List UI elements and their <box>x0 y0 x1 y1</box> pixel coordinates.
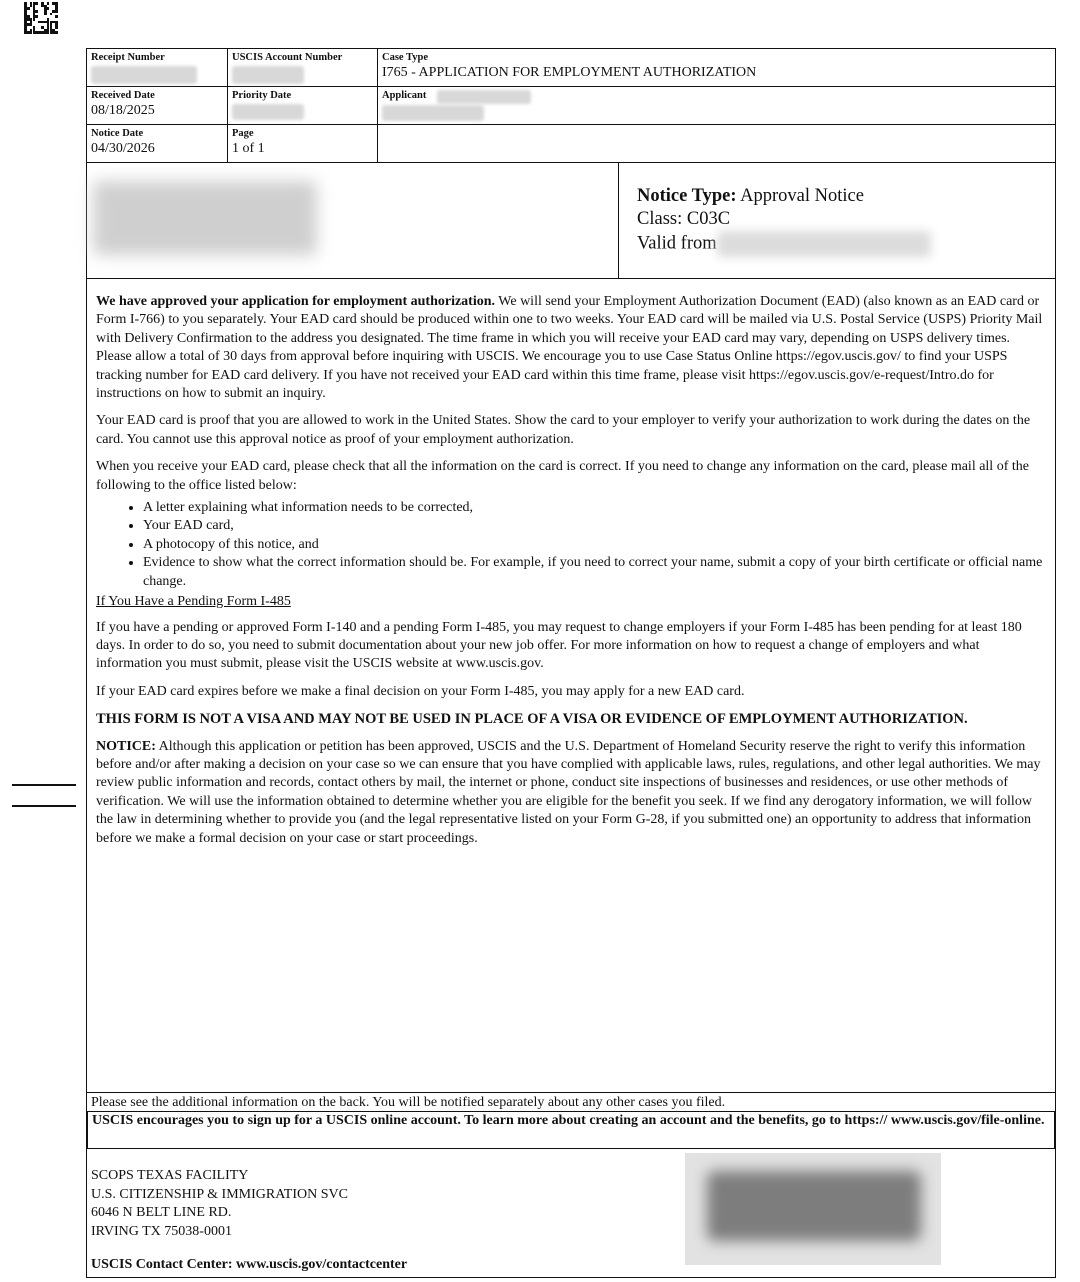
header-row-2 <box>87 87 1055 125</box>
priority-date-label: Priority Date <box>232 90 292 101</box>
case-type-value: I765 - APPLICATION FOR EMPLOYMENT AUTHORIZATION <box>382 65 757 80</box>
received-date-cell <box>87 87 228 124</box>
received-date-label: Received Date <box>91 90 155 101</box>
case-type-label: Case Type <box>382 52 428 63</box>
receipt-number-cell <box>87 49 228 86</box>
address-notice-row <box>87 163 1055 279</box>
notice-date-cell <box>87 125 228 162</box>
additional-info-line: Please see the additional information on the back. You will be notified separately about any other cases you filed. <box>87 1092 1055 1111</box>
recipient-address-block <box>87 163 619 278</box>
redacted-account-number <box>232 66 304 84</box>
approval-paragraph: We have approved your application for employment authorization. We will send your Employment Authorization Document (EAD) (also known as an EAD card or Form I-766) to you separately. Your EAD card should be produced within one to two weeks. Your EAD card will be mailed via U.S. Postal Service (USPS) Priority Mail with Delivery Confirmation to the address you designated. The time frame in which you will receive your EAD card may vary, depending on USPS delivery times. Please allow a total of 30 days from approval before inquiring with USCIS. We encourage you to use Case Status Online https://egov.uscis.gov/ to find your USPS tracking number for EAD card delivery. If you have not received your EAD card within this time frame, please visit https://egov.uscis.gov/e-request/Intro.do for instructions on how to submit an inquiry. <box>96 294 1043 402</box>
page-value: 1 of 1 <box>232 141 265 156</box>
sender-line: SCOPS TEXAS FACILITY <box>91 1168 249 1183</box>
received-date-value: 08/18/2025 <box>91 103 155 118</box>
applicant-label: Applicant <box>382 90 1051 104</box>
visa-warning: THIS FORM IS NOT A VISA AND MAY NOT BE USED IN PLACE OF A VISA OR EVIDENCE OF EMPLOYMENT AUTHORIZATION. <box>96 711 968 728</box>
redacted-barcode <box>685 1153 941 1265</box>
pending-i485-paragraph: If you have a pending or approved Form I-140 and a pending Form I-485, you may request to change employers if your Form I-485 has been pending for at least 180 days. In order to do so, you need to submit documentation about your new job offer. For more information on how to request a change of employers and what information you must submit, please visit the USCIS website at www.uscis.gov. <box>96 619 1022 672</box>
fold-mark <box>12 784 76 786</box>
applicant-cell <box>378 87 1055 124</box>
sender-line: U.S. CITIZENSHIP & IMMIGRATION SVC <box>91 1186 348 1202</box>
account-number-label: USCIS Account Number <box>232 52 343 63</box>
fold-mark <box>12 805 76 807</box>
empty-cell <box>378 125 1055 162</box>
redacted-priority-date <box>232 104 304 120</box>
redacted-receipt-number <box>91 66 197 84</box>
redacted-valid-dates <box>717 231 931 257</box>
header-row-1 <box>87 49 1055 87</box>
correction-paragraph: When you receive your EAD card, please check that all the information on the card is correct. If you need to change any information on the card, please mail all of the following to the office listed below: <box>96 459 1029 493</box>
sender-block <box>87 1149 1055 1277</box>
notice-body <box>87 279 1055 848</box>
online-account-banner: USCIS encourages you to sign up for a USCIS online account. To learn more about creating an account and the benefits, go to https:// www.uscis.gov/file-online. <box>87 1111 1055 1149</box>
ead-proof-paragraph: Your EAD card is proof that you are allowed to work in the United States. Show the card to your employer to verify your authorization to work during the dates on the card. You cannot use this approval notice as proof of your employment authorization. <box>96 413 1031 447</box>
notice-date-label: Notice Date <box>91 128 144 139</box>
account-number-cell <box>228 49 378 86</box>
list-item: • A photocopy of this notice, and <box>143 536 1049 554</box>
sender-line: 6046 N BELT LINE RD. <box>91 1205 232 1220</box>
list-item: • Your EAD card, <box>143 517 1049 535</box>
notice-type-block <box>619 163 1055 278</box>
sender-address <box>91 1167 348 1241</box>
priority-date-cell <box>228 87 378 124</box>
datamatrix-code-icon <box>24 2 58 34</box>
list-item: • A letter explaining what information needs to be corrected, <box>143 499 1049 517</box>
header-row-3 <box>87 125 1055 163</box>
redacted-applicant-name <box>437 90 531 104</box>
page-label: Page <box>232 128 254 139</box>
receipt-number-label: Receipt Number <box>91 52 165 63</box>
pending-i485-heading: If You Have a Pending Form I-485 <box>96 594 291 610</box>
notice-type-line: Notice Type: Approval Notice <box>637 186 864 206</box>
case-type-cell <box>378 49 1055 86</box>
notice-paragraph: NOTICE: Although this application or petition has been approved, USCIS and the U.S. Department of Homeland Security reserve the right to verify this information before and/or after making a decision on your case so we can ensure that you have complied with applicable laws, rules, regulations, and other legal authorities. We may review public information and records, contact others by mail, the internet or phone, conduct site inspections of businesses and residences, or use other methods of verification. We will use the information obtained to determine whether you are eligible for the benefit you seek. If we find any derogatory information, we will follow the law in determining whether to provide you (and the legal representative listed on your Form G-28, if you submitted one) an opportunity to address that information before we make a formal decision on your case or start proceedings. <box>96 738 1041 846</box>
valid-from-line: Valid from <box>637 231 1055 257</box>
notice-frame <box>86 48 1056 1278</box>
notice-date-value: 04/30/2026 <box>91 141 155 156</box>
redacted-recipient-address <box>93 181 317 255</box>
ead-expiry-paragraph: If your EAD card expires before we make a final decision on your Form I-485, you may apply for a new EAD card. <box>96 683 745 699</box>
contact-center-line: USCIS Contact Center: www.uscis.gov/contactcenter <box>91 1257 408 1272</box>
sender-line: IRVING TX 75038-0001 <box>91 1223 232 1239</box>
class-line: Class: C03C <box>637 209 731 229</box>
list-item: • Evidence to show what the correct information should be. For example, if you need to correct your name, submit a copy of your birth certificate or official name change. <box>143 554 1049 591</box>
correction-list <box>96 499 1049 591</box>
page-cell <box>228 125 378 162</box>
redacted-applicant-id <box>382 105 484 121</box>
